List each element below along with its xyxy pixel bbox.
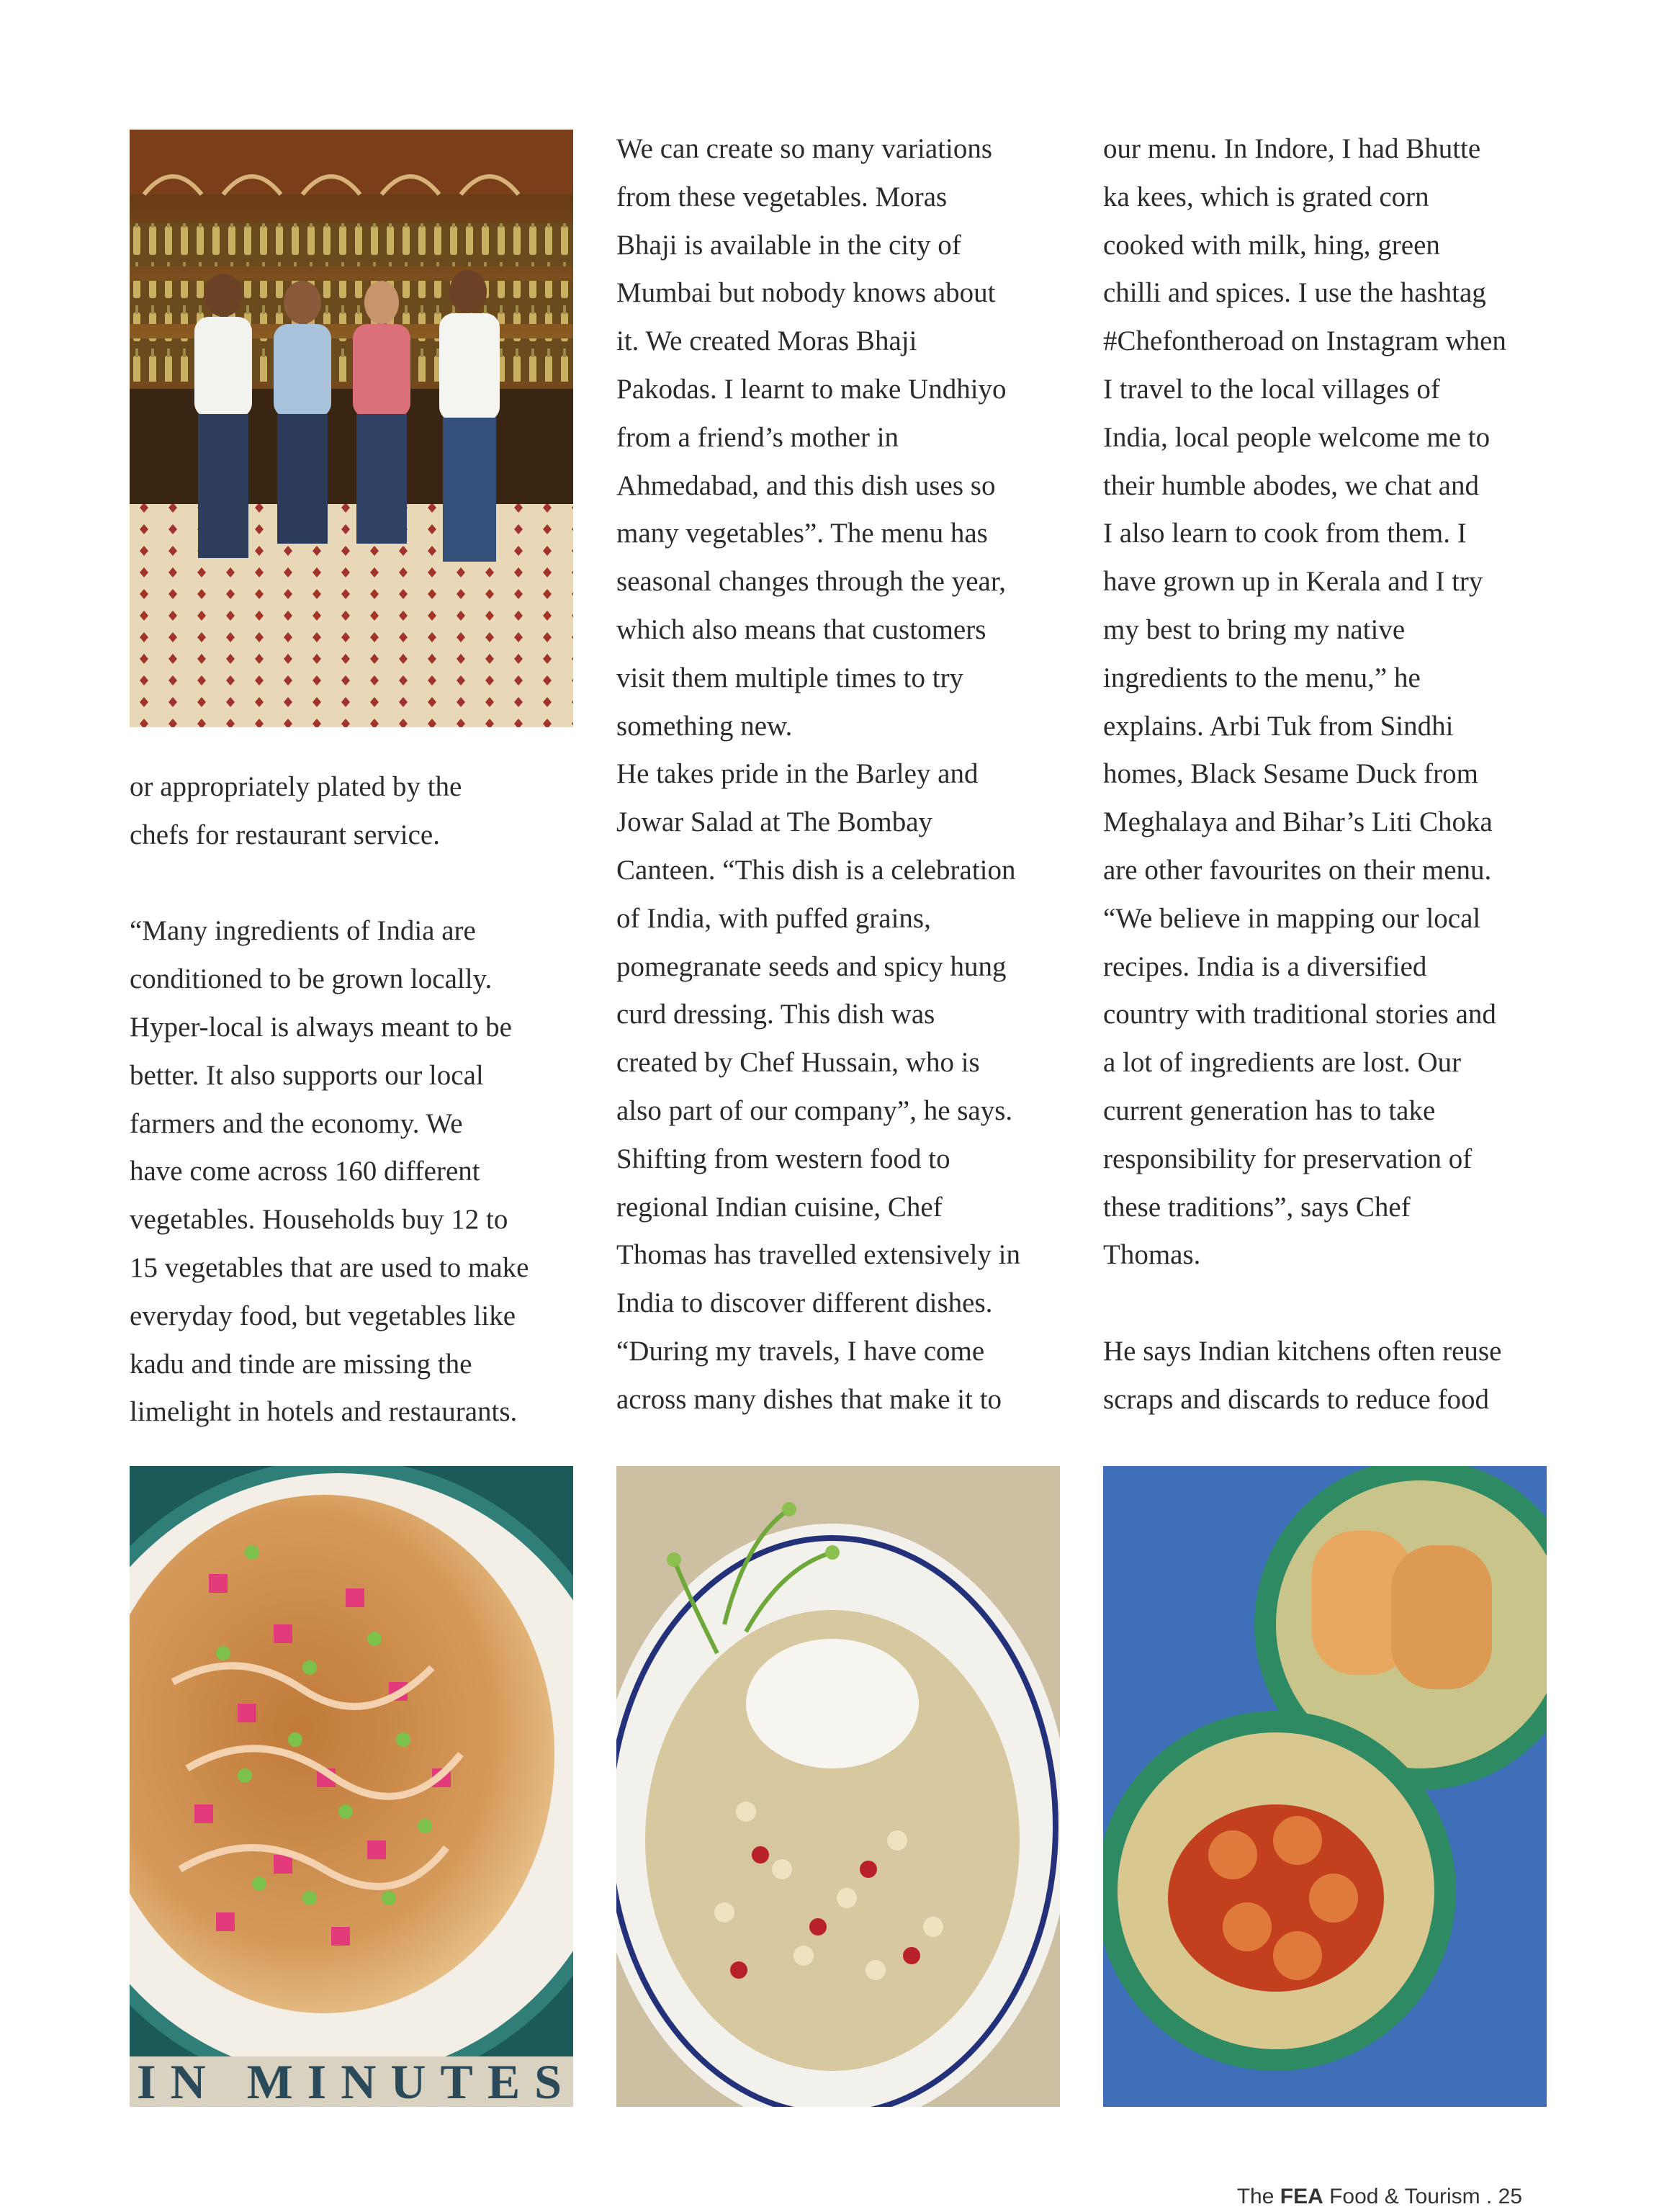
body-line: farmers and the economy. We xyxy=(130,1107,463,1139)
chaat-dish-photo xyxy=(130,1466,573,2107)
body-line: from a friend’s mother in xyxy=(616,421,899,453)
body-line: these traditions”, says Chef xyxy=(1103,1191,1411,1223)
body-line: have come across 160 different xyxy=(130,1156,480,1187)
body-line: “During my travels, I have come xyxy=(616,1335,985,1367)
body-line: cooked with milk, hing, green xyxy=(1103,229,1440,261)
body-line: He takes pride in the Barley and xyxy=(616,758,979,790)
paragraph-gap xyxy=(130,860,529,908)
body-line: “Many ingredients of India are xyxy=(130,915,476,947)
body-line: vegetables. Households buy 12 to xyxy=(130,1204,508,1236)
body-line: I travel to the local villages of xyxy=(1103,373,1440,405)
body-line: curd dressing. This dish was xyxy=(616,999,935,1030)
prawn-pav-photo xyxy=(1103,1466,1547,2107)
footer-prefix: The xyxy=(1236,2185,1274,2208)
chefs-photo xyxy=(130,130,573,727)
body-line: kadu and tinde are missing the xyxy=(130,1348,472,1380)
body-line: Meghalaya and Bihar’s Liti Choka xyxy=(1103,806,1493,838)
footer-page-label: Food & Tourism . 25 xyxy=(1329,2185,1522,2208)
body-line: something new. xyxy=(616,710,793,742)
body-line: recipes. India is a diversified xyxy=(1103,950,1427,982)
body-line: country with traditional stories and xyxy=(1103,999,1496,1030)
body-line: of India, with puffed grains, xyxy=(616,902,931,934)
body-line: He says Indian kitchens often reuse xyxy=(1103,1335,1502,1367)
body-line: “We believe in mapping our local xyxy=(1103,902,1481,934)
body-line: also part of our company”, he says. xyxy=(616,1094,1013,1126)
body-line: pomegranate seeds and spicy hung xyxy=(616,950,1007,982)
body-line: everyday food, but vegetables like xyxy=(130,1300,516,1331)
body-line: responsibility for preservation of xyxy=(1103,1143,1473,1174)
body-line: Shifting from western food to xyxy=(616,1143,950,1174)
body-line: conditioned to be grown locally. xyxy=(130,963,493,995)
body-line: seasonal changes through the year, xyxy=(616,566,1006,598)
body-line: explains. Arbi Tuk from Sindhi xyxy=(1103,710,1454,742)
paragraph-gap xyxy=(1103,1280,1506,1328)
body-line: Pakodas. I learnt to make Undhiyo xyxy=(616,373,1007,405)
body-line: India, local people welcome me to xyxy=(1103,421,1491,453)
body-line: our menu. In Indore, I had Bhutte xyxy=(1103,133,1481,164)
body-line: ingredients to the menu,” he xyxy=(1103,662,1421,693)
page-footer xyxy=(1237,2185,1522,2209)
body-line: chefs for restaurant service. xyxy=(130,819,440,850)
body-line: Thomas has travelled extensively in xyxy=(616,1239,1021,1271)
body-line: which also means that customers xyxy=(616,613,986,645)
body-line: or appropriately plated by the xyxy=(130,771,462,802)
body-line: We can create so many variations xyxy=(616,133,993,164)
footer-brand: FEA xyxy=(1280,2185,1323,2208)
body-line: ka kees, which is grated corn xyxy=(1103,181,1429,212)
body-line: Jowar Salad at The Bombay xyxy=(616,806,933,838)
body-line: Hyper-local is always meant to be xyxy=(130,1011,512,1043)
plate-sign-text: IN MINUTES xyxy=(137,2054,562,2107)
body-line: 15 vegetables that are used to make xyxy=(130,1251,529,1283)
text-column-3 xyxy=(1103,125,1506,1424)
body-line: limelight in hotels and restaurants. xyxy=(130,1396,518,1428)
body-line: across many dishes that make it to xyxy=(616,1383,1002,1415)
body-line: created by Chef Hussain, who is xyxy=(616,1047,980,1079)
body-line: chilli and spices. I use the hashtag xyxy=(1103,277,1486,309)
text-column-2 xyxy=(616,125,1020,1424)
body-line: regional Indian cuisine, Chef xyxy=(616,1191,943,1223)
body-line: many vegetables”. The menu has xyxy=(616,518,988,549)
body-line: Bhaji is available in the city of xyxy=(616,229,961,261)
body-line: I also learn to cook from them. I xyxy=(1103,518,1467,549)
body-line: it. We created Moras Bhaji xyxy=(616,325,917,357)
body-line: my best to bring my native xyxy=(1103,613,1406,645)
body-line: a lot of ingredients are lost. Our xyxy=(1103,1047,1462,1079)
body-line: Canteen. “This dish is a celebration xyxy=(616,854,1016,886)
body-line: current generation has to take xyxy=(1103,1094,1436,1126)
body-line: homes, Black Sesame Duck from xyxy=(1103,758,1478,790)
body-line: India to discover different dishes. xyxy=(616,1287,993,1319)
body-line: Ahmedabad, and this dish uses so xyxy=(616,469,996,501)
body-line: their humble abodes, we chat and xyxy=(1103,469,1479,501)
body-line: #Chefontheroad on Instagram when xyxy=(1103,325,1506,357)
body-line: Thomas. xyxy=(1103,1239,1201,1271)
body-line: are other favourites on their menu. xyxy=(1103,854,1492,886)
body-line: Mumbai but nobody knows about xyxy=(616,277,996,309)
body-line: visit them multiple times to try xyxy=(616,662,964,693)
body-line: better. It also supports our local xyxy=(130,1059,484,1091)
body-line: have grown up in Kerala and I try xyxy=(1103,566,1483,598)
text-column-1 xyxy=(130,763,529,1437)
body-line: scraps and discards to reduce food xyxy=(1103,1383,1490,1415)
barley-salad-photo xyxy=(616,1466,1060,2107)
body-line: from these vegetables. Moras xyxy=(616,181,948,212)
